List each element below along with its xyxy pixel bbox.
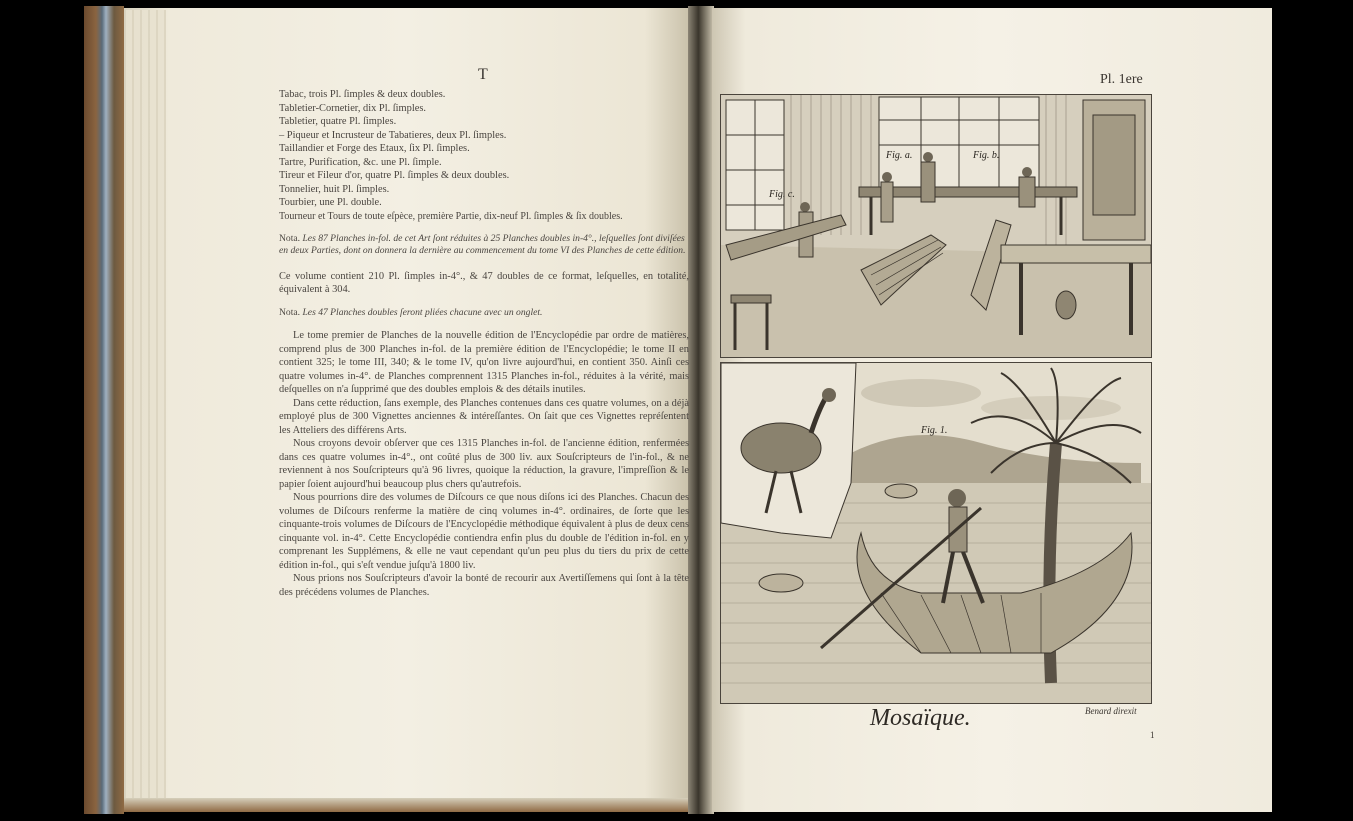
nota-first	[279, 233, 689, 258]
nota-label: Nota.	[279, 233, 301, 244]
volume-paragraph: Ce volume contient 210 Pl. ſimples in-4°., & 47 doubles de ce format, leſquelles, en totalité, équivalent à 304.	[279, 270, 689, 296]
fig-1-label: Fig. 1.	[921, 425, 948, 436]
fig-c-label: Fig. c.	[769, 189, 795, 200]
page-edges	[126, 10, 166, 808]
entry-line: Taillandier et Forge des Etaux, ſix Pl. ſimples.	[279, 143, 470, 154]
entry-line: Tartre, Purification, &c. une Pl. ſimple.	[279, 156, 442, 168]
entry-line: Tonnelier, huit Pl. ſimples.	[279, 183, 390, 195]
page-letter: T	[478, 66, 488, 83]
entry-line: Tourneur et Tours de toute eſpèce, première Partie, dix-neuf Pl. ſimples & ſix doubles.	[279, 210, 623, 222]
bottom-edge	[124, 798, 690, 812]
nota-text: Les 87 Planches in-fol. de cet Art ſont réduites à 25 Planches doubles in-4°., leſquelles ſont diviſées en deux Parties, dont on donnera la dernière au commencement du tome VI des Planches de cette édition.	[279, 233, 686, 257]
body-paragraph: Nous croyons devoir obſerver que ces 1315 Planches in-fol. de l'ancienne édition, renfermées dans ces quatre volumes in-4°., ont coûté plus de 300 liv. aux Souſcripteurs de l'in-fol., & ne reviennent à nos Souſcripteurs qu'à 96 livres, quoique la réduction, la gravure, l'impreſſion & le papier ſoient aujourd'hui beaucoup plus chers qu'autrefois.	[279, 438, 689, 490]
nota-text: Les 47 Planches doubles ſeront pliées chacune avec un onglet.	[302, 306, 543, 318]
book-gutter	[688, 6, 714, 814]
marbled-spine	[84, 6, 124, 814]
mosaic-engraving	[720, 362, 1152, 704]
body-paragraph: Le tome premier de Planches de la nouvelle édition de l'Encyclopédie par ordre de matières, comprend plus de 300 Planches in-fol. de la première édition de l'Encyclopédie; le tome II en contient 325; le tome III, 340; & le tome IV, qu'on livre aujourd'hui, en contient 350. Ainſi ces quatre volumes in-4°. de Planches comprennent 1315 Planches in-fol., réduites à la vérité, mais deſquelles on n'a ſupprimé que des doubles emplois & des détails inutiles.	[279, 330, 689, 396]
left-text-column	[279, 88, 689, 599]
entry-line: Tabletier-Cornetier, dix Pl. ſimples.	[279, 102, 426, 114]
page-number: 1	[1150, 730, 1155, 740]
fig-a-label: Fig. a.	[886, 150, 913, 161]
plate-caption: Mosaïque.	[870, 705, 971, 731]
entry-line: Tourbier, une Pl. double.	[279, 197, 382, 208]
entry-line: – Piqueur et Incrusteur de Tabatieres, deux Pl. ſimples.	[279, 129, 507, 141]
nota-second	[279, 307, 689, 319]
entry-line: Tabletier, quatre Pl. ſimples.	[279, 116, 397, 127]
entry-line: Tabac, trois Pl. ſimples & deux doubles.	[279, 89, 446, 100]
body-paragraph: Dans cette réduction, ſans exemple, des Planches contenues dans ces quatre volumes, on a déjà employé plus de 300 Vignettes anciennes & intéreſſantes. On ſait que ces Vignettes repréſentent les Atteliers des différens Arts.	[279, 397, 689, 436]
engraver-credit: Benard direxit	[1085, 706, 1137, 716]
workshop-engraving	[720, 94, 1152, 358]
body-paragraph: Nous prions nos Souſcripteurs d'avoir la bonté de recourir aux Avertiſſemens qui ſont à la tête des précédens volumes de Planches.	[279, 573, 689, 598]
plate-number: Pl. 1ere	[1100, 72, 1143, 87]
fig-b-label: Fig. b.	[973, 150, 1000, 161]
entry-line: Tireur et Fileur d'or, quatre Pl. ſimples & deux doubles.	[279, 170, 510, 181]
body-paragraph: Nous pourrions dire des volumes de Diſcours ce que nous diſons ici des Planches. Chacun des volumes de Diſcours renferme la matière de cinq volumes in-4°. ordinaires, de ſorte que les cinquante-trois volumes de Diſcours de l'Encyclopédie méthodique équivalent à plus de deux cens cinquante vol. in-4°. Cette Encyclopédie contiendra enfin plus du double de l'édition in-fol. en y comprenant les Supplémens, & elle ne vaut cependant qu'un peu plus du tiers du prix de cette édition in-fol., qui s'eſt vendue juſqu'à 1800 liv.	[279, 492, 689, 571]
nota-label: Nota.	[279, 306, 301, 318]
mosaic-illustration	[721, 363, 1151, 703]
workshop-illustration	[721, 95, 1151, 357]
